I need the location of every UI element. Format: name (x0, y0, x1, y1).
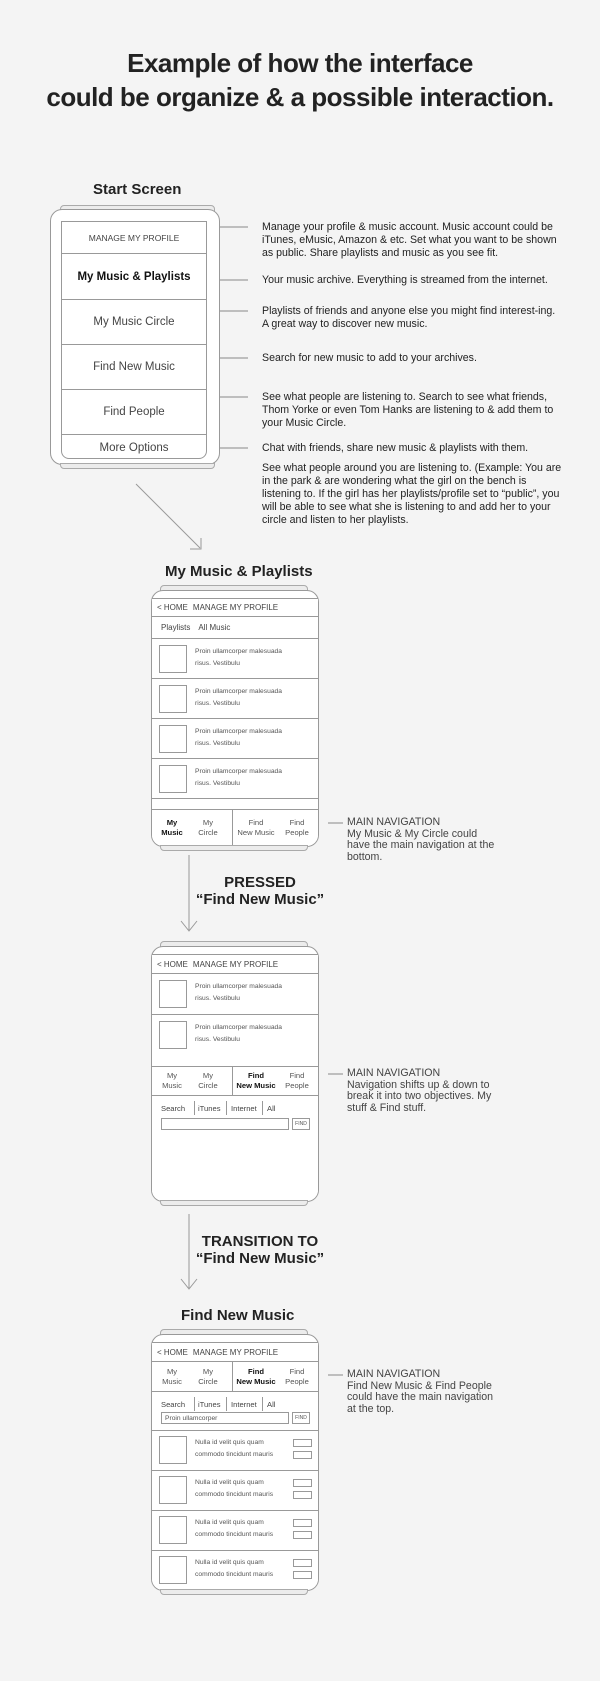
page-title-line-1: Example of how the interface (127, 48, 473, 78)
nav-label: Music (162, 1081, 182, 1090)
nav-label: New Music (236, 1376, 276, 1386)
nav-find-new-music[interactable] (232, 810, 280, 845)
annotation-more-options-nearby: See what people around you are listening to. (Example: You are in the park & are wondering what the girl on the bench is listening to. If the girl has her playlists/profile set to “public”, you will be able to see what she is listening to and add her to your circle and listen to her playlists. (262, 462, 562, 526)
find-button[interactable]: FIND (292, 1118, 310, 1130)
find-new-music-screen (152, 1342, 318, 1590)
item-subtitle: risus. Vestibulu (195, 1036, 240, 1043)
manage-profile-link[interactable]: MANAGE MY PROFILE (192, 959, 279, 969)
menu-item-manage-profile[interactable] (62, 222, 206, 254)
album-art (159, 1556, 187, 1584)
nav-label: People (285, 1081, 309, 1090)
add-checkbox[interactable] (293, 1519, 312, 1527)
annotation-text: My Music & My Circle could have the main navigation at the bottom. (347, 827, 495, 863)
list-item[interactable] (152, 639, 318, 679)
search-tab-itunes[interactable]: iTunes (198, 1399, 221, 1409)
annotation-title: MAIN NAVIGATION (347, 1067, 441, 1079)
search-tab-all[interactable]: All (267, 1103, 276, 1113)
flow-label-line: “Find New Music” (195, 891, 325, 908)
tab-divider (226, 1397, 227, 1411)
list-item[interactable] (152, 1015, 318, 1056)
menu-item-find-new-music[interactable] (62, 345, 206, 390)
item-title: Nulla id velit quis quam (195, 1519, 264, 1526)
menu-item-label: MANAGE MY PROFILE (88, 232, 180, 243)
menu-item-label: More Options (99, 441, 169, 454)
nav-label: My (166, 1366, 178, 1376)
nav-my-circle[interactable] (188, 1362, 228, 1391)
search-tab-itunes[interactable]: iTunes (198, 1103, 221, 1113)
album-art (159, 1436, 187, 1464)
add-checkbox[interactable] (293, 1479, 312, 1487)
item-title: Nulla id velit quis quam (195, 1479, 264, 1486)
annotation-text: Find New Music & Find People could have the main navigation at the top. (347, 1379, 494, 1415)
menu-item-my-music-circle[interactable] (62, 300, 206, 345)
annotation-music-circle: Playlists of friends and anyone else you might find interest-ing. A great way to discover new music. (262, 305, 556, 330)
nav-my-circle[interactable] (188, 1067, 228, 1095)
search-tab-internet[interactable]: Internet (231, 1399, 257, 1409)
manage-profile-link[interactable]: MANAGE MY PROFILE (192, 603, 279, 612)
search-tabs (152, 1101, 318, 1115)
tab-playlists[interactable]: Playlists (161, 623, 191, 632)
tab-all-music[interactable]: All Music (198, 623, 231, 632)
album-art (159, 1476, 187, 1504)
search-tabs (152, 1397, 318, 1411)
pressed-screen (152, 954, 318, 1201)
start-screen-device (50, 209, 220, 465)
nav-find-people[interactable] (276, 1067, 318, 1095)
flow-label-line: PRESSED (224, 874, 296, 891)
tab-divider (262, 1397, 263, 1411)
menu-item-my-music-playlists[interactable] (62, 254, 206, 300)
album-art (159, 1021, 187, 1049)
item-title: Proin ullamcorper malesuada (195, 1024, 282, 1031)
nav-label: Find (248, 817, 264, 827)
item-title: Proin ullamcorper malesuada (195, 648, 282, 655)
item-title: Nulla id velit quis quam (195, 1559, 264, 1566)
nav-label: Circle (198, 1081, 218, 1090)
item-title: Proin ullamcorper malesuada (195, 983, 282, 990)
nav-find-people[interactable] (276, 1362, 318, 1391)
flow-label-transition (190, 1233, 330, 1267)
annotation-find-people: See what people are listening to. Search to see what friends, Thom Yorke or even Tom Hanks are listening to & add them to your Music Circle. (262, 391, 554, 429)
nav-annotation-1 (347, 817, 497, 863)
item-subtitle: risus. Vestibulu (195, 995, 240, 1002)
nav-label: My (166, 1071, 178, 1080)
list-item[interactable] (152, 1430, 318, 1471)
search-tab-search[interactable]: Search (161, 1103, 186, 1113)
annotation-text: Navigation shifts up & down to break it into two objectives. My stuff & Find stuff. (347, 1078, 492, 1114)
item-subtitle: commodo tincidunt mauris (195, 1571, 274, 1578)
add-checkbox[interactable] (293, 1531, 312, 1539)
nav-label: My (202, 817, 214, 827)
add-checkbox[interactable] (293, 1571, 312, 1579)
item-title: Proin ullamcorper malesuada (195, 688, 282, 695)
nav-label: Find (247, 1366, 265, 1376)
add-checkbox[interactable] (293, 1559, 312, 1567)
menu-item-label: My Music Circle (93, 316, 175, 328)
find-new-music-heading: Find New Music (181, 1307, 295, 1324)
nav-label: New Music (236, 1081, 276, 1090)
home-link[interactable]: < HOME (157, 1347, 188, 1357)
my-music-device (151, 590, 319, 847)
nav-label: Music (161, 827, 183, 837)
nav-label: Find (289, 1071, 305, 1080)
tab-divider (226, 1101, 227, 1115)
tab-divider (194, 1397, 195, 1411)
list-item[interactable] (152, 1511, 318, 1551)
annotation-my-music: Your music archive. Everything is streamed from the internet. (262, 274, 548, 286)
album-art (159, 645, 187, 673)
nav-label: Circle (198, 827, 218, 837)
annotation-more-options-chat: Chat with friends, share new music & playlists with them. (262, 442, 529, 454)
item-subtitle: risus. Vestibulu (195, 700, 240, 707)
find-new-music-device (151, 1334, 319, 1591)
nav-find-new-music[interactable] (232, 1362, 280, 1391)
nav-label: My (202, 1366, 214, 1376)
nav-find-people[interactable] (276, 810, 318, 845)
menu-item-label: Find People (103, 406, 165, 418)
nav-label: Find (247, 1071, 265, 1080)
album-art (159, 725, 187, 753)
main-navigation-top (152, 1362, 318, 1392)
album-art (159, 685, 187, 713)
item-subtitle: commodo tincidunt mauris (195, 1451, 274, 1458)
nav-my-music[interactable] (152, 810, 192, 845)
item-subtitle: risus. Vestibulu (195, 780, 240, 787)
nav-label: Find (289, 817, 305, 827)
start-menu (61, 221, 207, 459)
add-checkbox[interactable] (293, 1439, 312, 1447)
item-title: Nulla id velit quis quam (195, 1439, 264, 1446)
device-bottom-edge (160, 845, 308, 851)
nav-label: People (285, 827, 309, 837)
search-tab-all[interactable]: All (267, 1399, 276, 1409)
top-bar (152, 955, 318, 974)
my-music-screen (152, 598, 318, 846)
nav-find-new-music[interactable] (232, 1067, 280, 1095)
search-tab-internet[interactable]: Internet (231, 1103, 257, 1113)
add-checkbox[interactable] (293, 1451, 312, 1459)
find-button[interactable]: FIND (292, 1412, 310, 1424)
tab-divider (262, 1101, 263, 1115)
sub-tabs (152, 617, 318, 639)
pressed-device (151, 946, 319, 1202)
annotation-title: MAIN NAVIGATION (347, 1368, 441, 1380)
flow-label-line: TRANSITION TO (201, 1233, 319, 1250)
menu-item-more-options[interactable] (62, 435, 206, 459)
menu-item-label: Find New Music (93, 361, 175, 373)
home-link[interactable]: < HOME (157, 603, 188, 612)
nav-label: Circle (198, 1376, 218, 1386)
search-input[interactable]: Proin ullamcorper (161, 1412, 289, 1424)
list-item[interactable] (152, 679, 318, 719)
item-title: Proin ullamcorper malesuada (195, 728, 282, 735)
device-bottom-edge (160, 1200, 308, 1206)
list-item[interactable] (152, 1551, 318, 1590)
nav-label: New Music (237, 827, 275, 837)
annotation-manage-profile: Manage your profile & music account. Music account could be iTunes, eMusic, Amazon & etc. Set what you want to be shown as public. Share playlists and music as you see fit. (262, 221, 557, 259)
main-navigation-bottom (152, 809, 318, 845)
manage-profile-link[interactable]: MANAGE MY PROFILE (192, 1347, 279, 1357)
item-subtitle: risus. Vestibulu (195, 660, 240, 667)
list-item[interactable] (152, 719, 318, 759)
album-art (159, 1516, 187, 1544)
menu-item-find-people[interactable] (62, 390, 206, 435)
nav-label: Find (289, 1366, 305, 1376)
album-art (159, 980, 187, 1008)
flow-label-line: “Find New Music” (195, 1250, 325, 1267)
nav-my-circle[interactable] (188, 810, 228, 845)
add-checkbox[interactable] (293, 1491, 312, 1499)
nav-label: Music (162, 1376, 182, 1386)
item-subtitle: commodo tincidunt mauris (195, 1491, 274, 1498)
nav-label: My (166, 817, 178, 827)
nav-my-music[interactable] (152, 1067, 192, 1095)
item-subtitle: commodo tincidunt mauris (195, 1531, 274, 1538)
item-subtitle: risus. Vestibulu (195, 740, 240, 747)
search-input[interactable] (161, 1118, 289, 1130)
nav-annotation-3 (347, 1369, 497, 1415)
nav-my-music[interactable] (152, 1362, 192, 1391)
device-bottom-edge (60, 463, 215, 469)
home-link[interactable]: < HOME (157, 959, 188, 969)
annotation-title: MAIN NAVIGATION (347, 816, 441, 828)
item-title: Proin ullamcorper malesuada (195, 768, 282, 775)
nav-label: People (285, 1376, 309, 1386)
flow-label-pressed (190, 874, 330, 908)
device-bottom-edge (160, 1589, 308, 1595)
annotation-find-new-music: Search for new music to add to your archives. (262, 352, 477, 364)
list-item[interactable] (152, 974, 318, 1015)
top-bar (152, 1343, 318, 1362)
list-item[interactable] (152, 759, 318, 799)
start-screen-heading: Start Screen (93, 181, 182, 198)
nav-annotation-2 (347, 1068, 497, 1114)
page-title-line-2: could be organize & a possible interaction. (46, 82, 554, 112)
nav-label: My (202, 1071, 214, 1080)
top-bar (152, 599, 318, 617)
main-navigation-middle (152, 1066, 318, 1096)
album-art (159, 765, 187, 793)
tab-divider (194, 1101, 195, 1115)
search-tab-search[interactable]: Search (161, 1399, 186, 1409)
menu-item-label: My Music & Playlists (77, 270, 191, 283)
list-item[interactable] (152, 1471, 318, 1511)
my-music-heading: My Music & Playlists (165, 563, 313, 580)
